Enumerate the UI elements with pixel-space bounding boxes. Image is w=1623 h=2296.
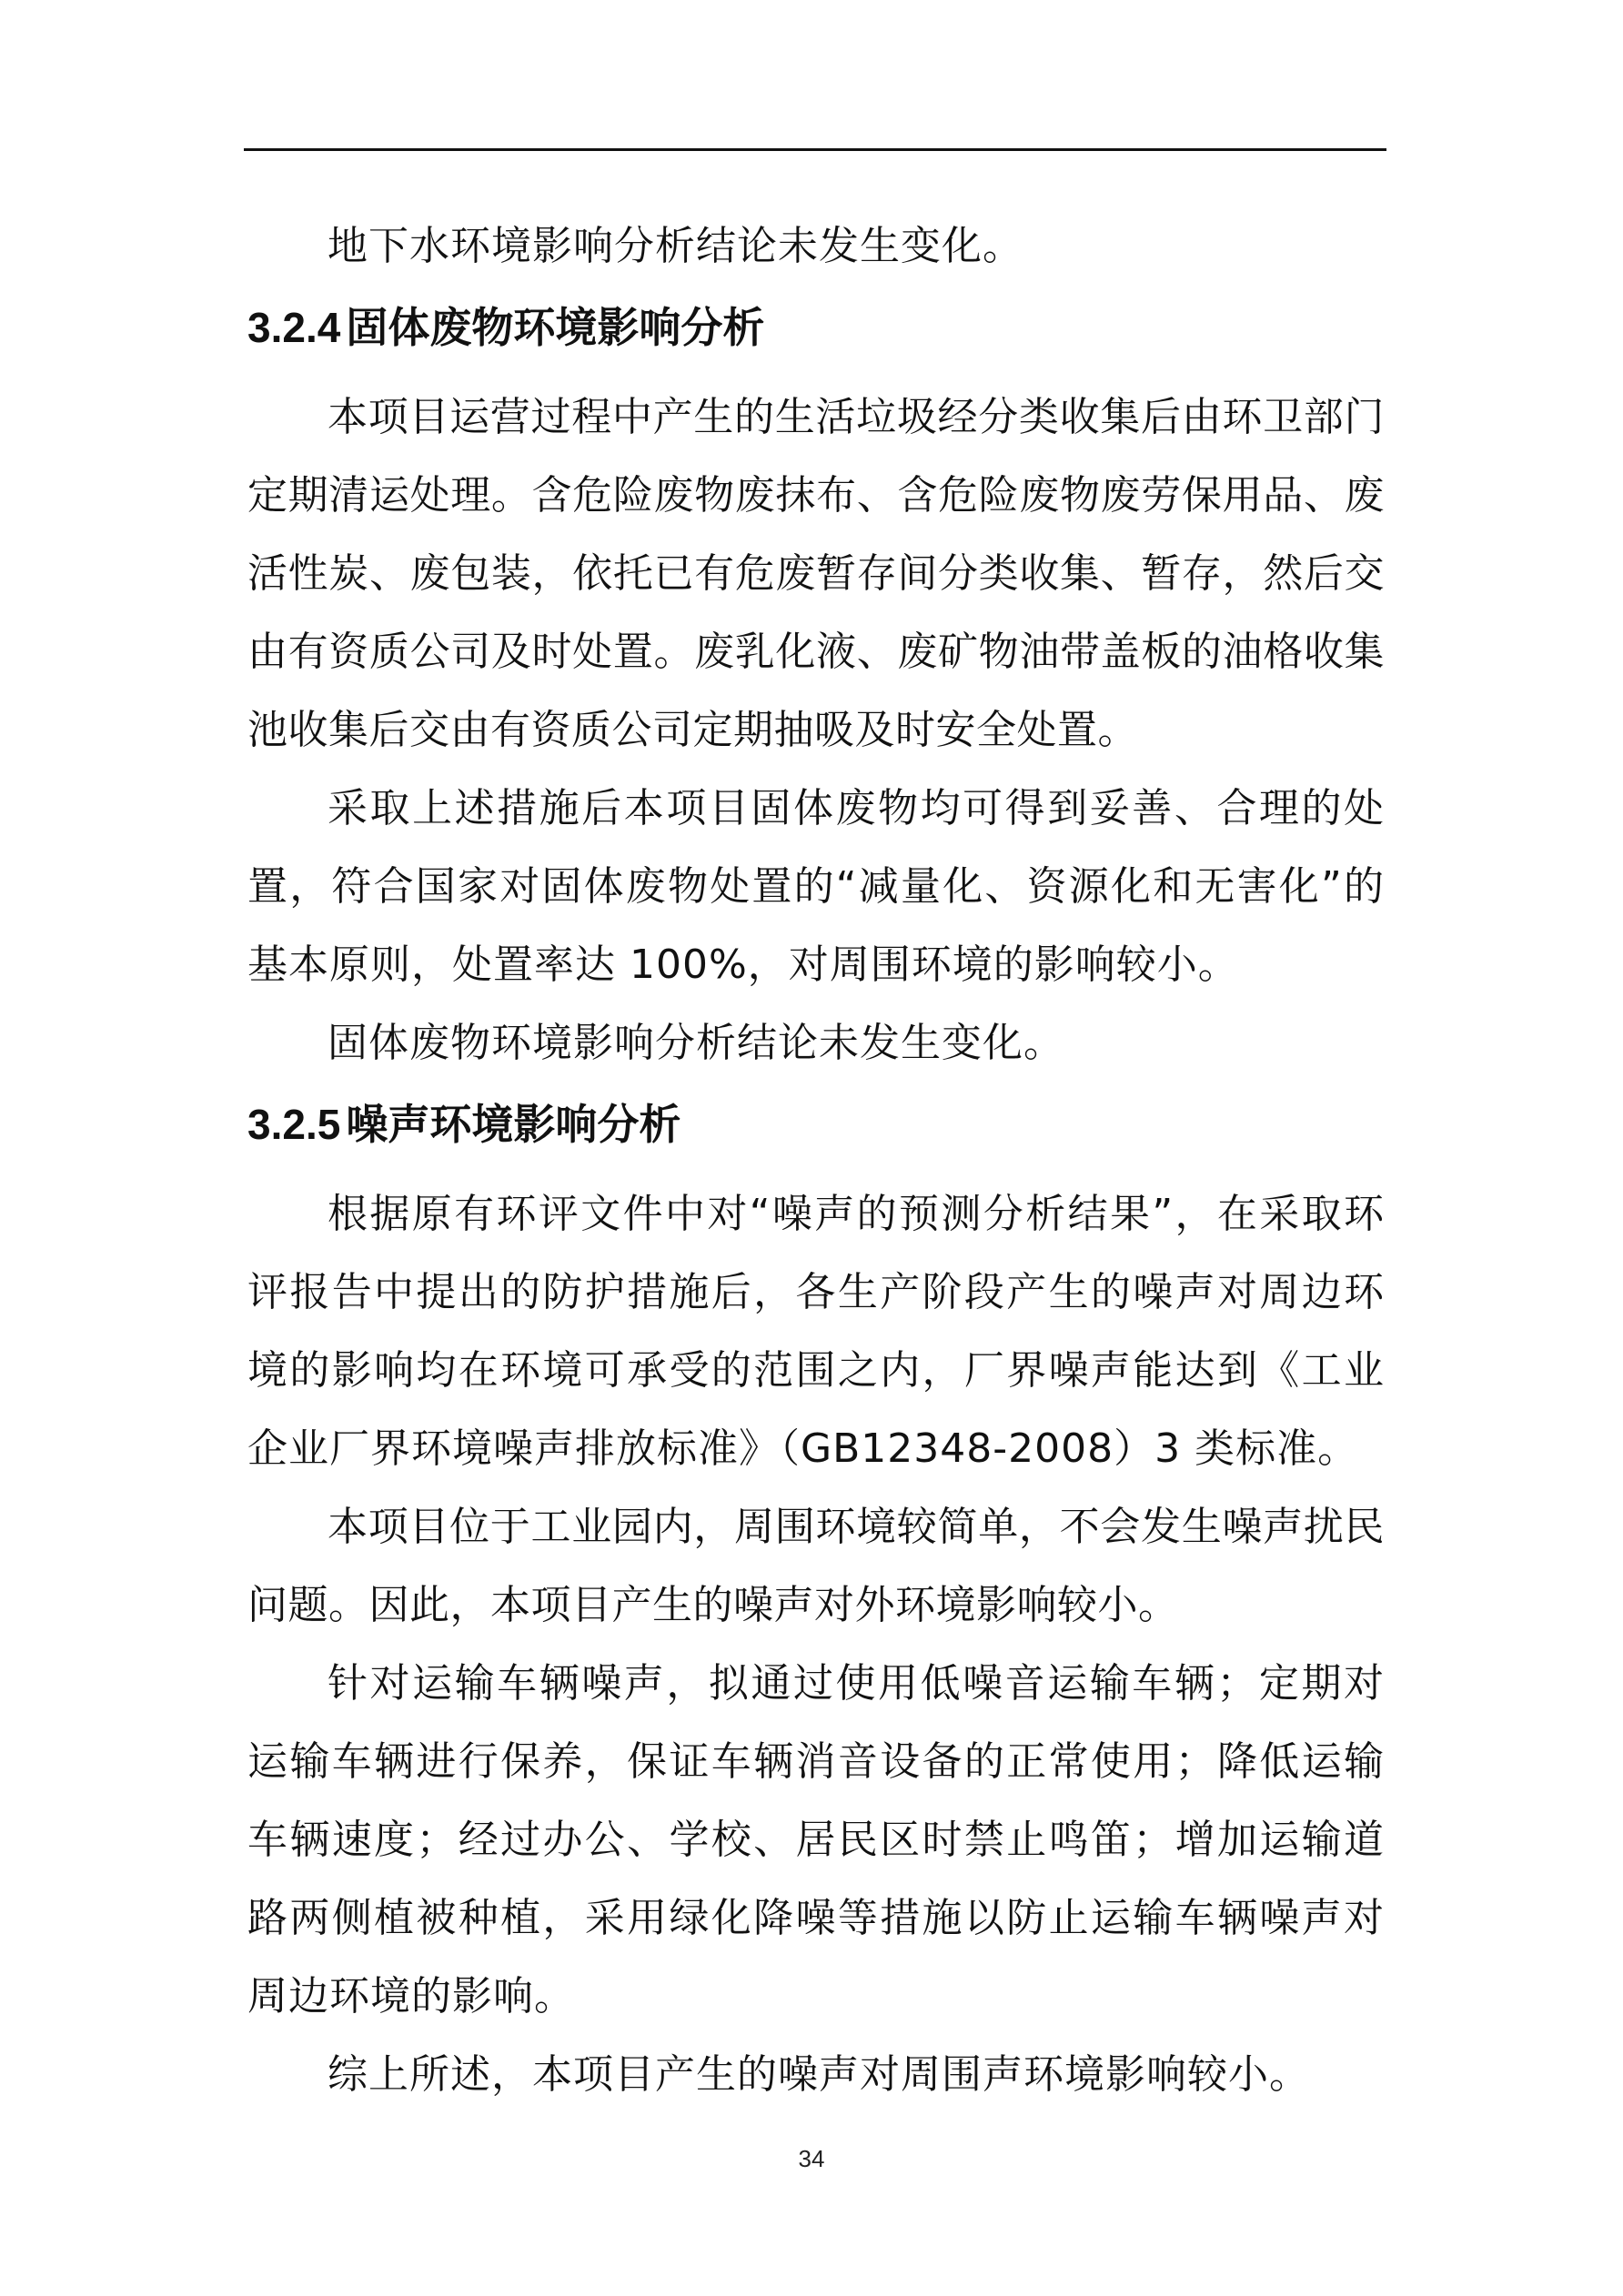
section-title: 噪声环境影响分析 [346,1100,681,1149]
body-paragraph: 针对运输车辆噪声，拟通过使用低噪音运输车辆；定期对运输车辆进行保养，保证车辆消音设备的正常使用；降低运输车辆速度；经过办公、学校、居民区时禁止鸣笛；增加运输道路两侧植被种植，采用绿化降噪等措施以防止运输车辆噪声对周边环境的影响。 [247,1660,1385,2019]
section-number: 3.2.5 [247,1101,341,1148]
section-title: 固体废物环境影响分析 [346,303,765,352]
section-number: 3.2.4 [247,304,341,351]
section-heading-3-2-4 [247,286,1385,378]
intro-paragraph: 地下水环境影响分析结论未发生变化。 [328,223,1023,269]
page-content [247,207,1385,2114]
body-paragraph: 根据原有环评文件中对“噪声的预测分析结果”，在采取环评报告中提出的防护措施后，各生产阶段产生的噪声对周边环境的影响均在环境可承受的范围之内，厂界噪声能达到《工业企业厂界环境噪声排放标准》（GB12348-2008）3 类标准。 [247,1191,1385,1472]
header-rule [244,148,1386,151]
section-heading-3-2-5 [247,1083,1385,1175]
body-paragraph: 综上所述，本项目产生的噪声对周围声环境影响较小。 [328,2051,1310,2098]
body-paragraph: 本项目运营过程中产生的生活垃圾经分类收集后由环卫部门定期清运处理。含危险废物废抹布、含危险废物废劳保用品、废活性炭、废包装，依托已有危废暂存间分类收集、暂存，然后交由有资质公司及时处置。废乳化液、废矿物油带盖板的油格收集池收集后交由有资质公司定期抽吸及时安全处置。 [247,394,1385,753]
body-paragraph: 本项目位于工业园内，周围环境较简单，不会发生噪声扰民问题。因此，本项目产生的噪声对外环境影响较小。 [247,1504,1385,1628]
body-paragraph: 采取上述措施后本项目固体废物均可得到妥善、合理的处置，符合国家对固体废物处置的“减量化、资源化和无害化”的基本原则，处置率达 100%，对周围环境的影响较小。 [247,785,1385,988]
body-paragraph: 固体废物环境影响分析结论未发生变化。 [328,1020,1064,1066]
page-number: 34 [798,2145,825,2172]
